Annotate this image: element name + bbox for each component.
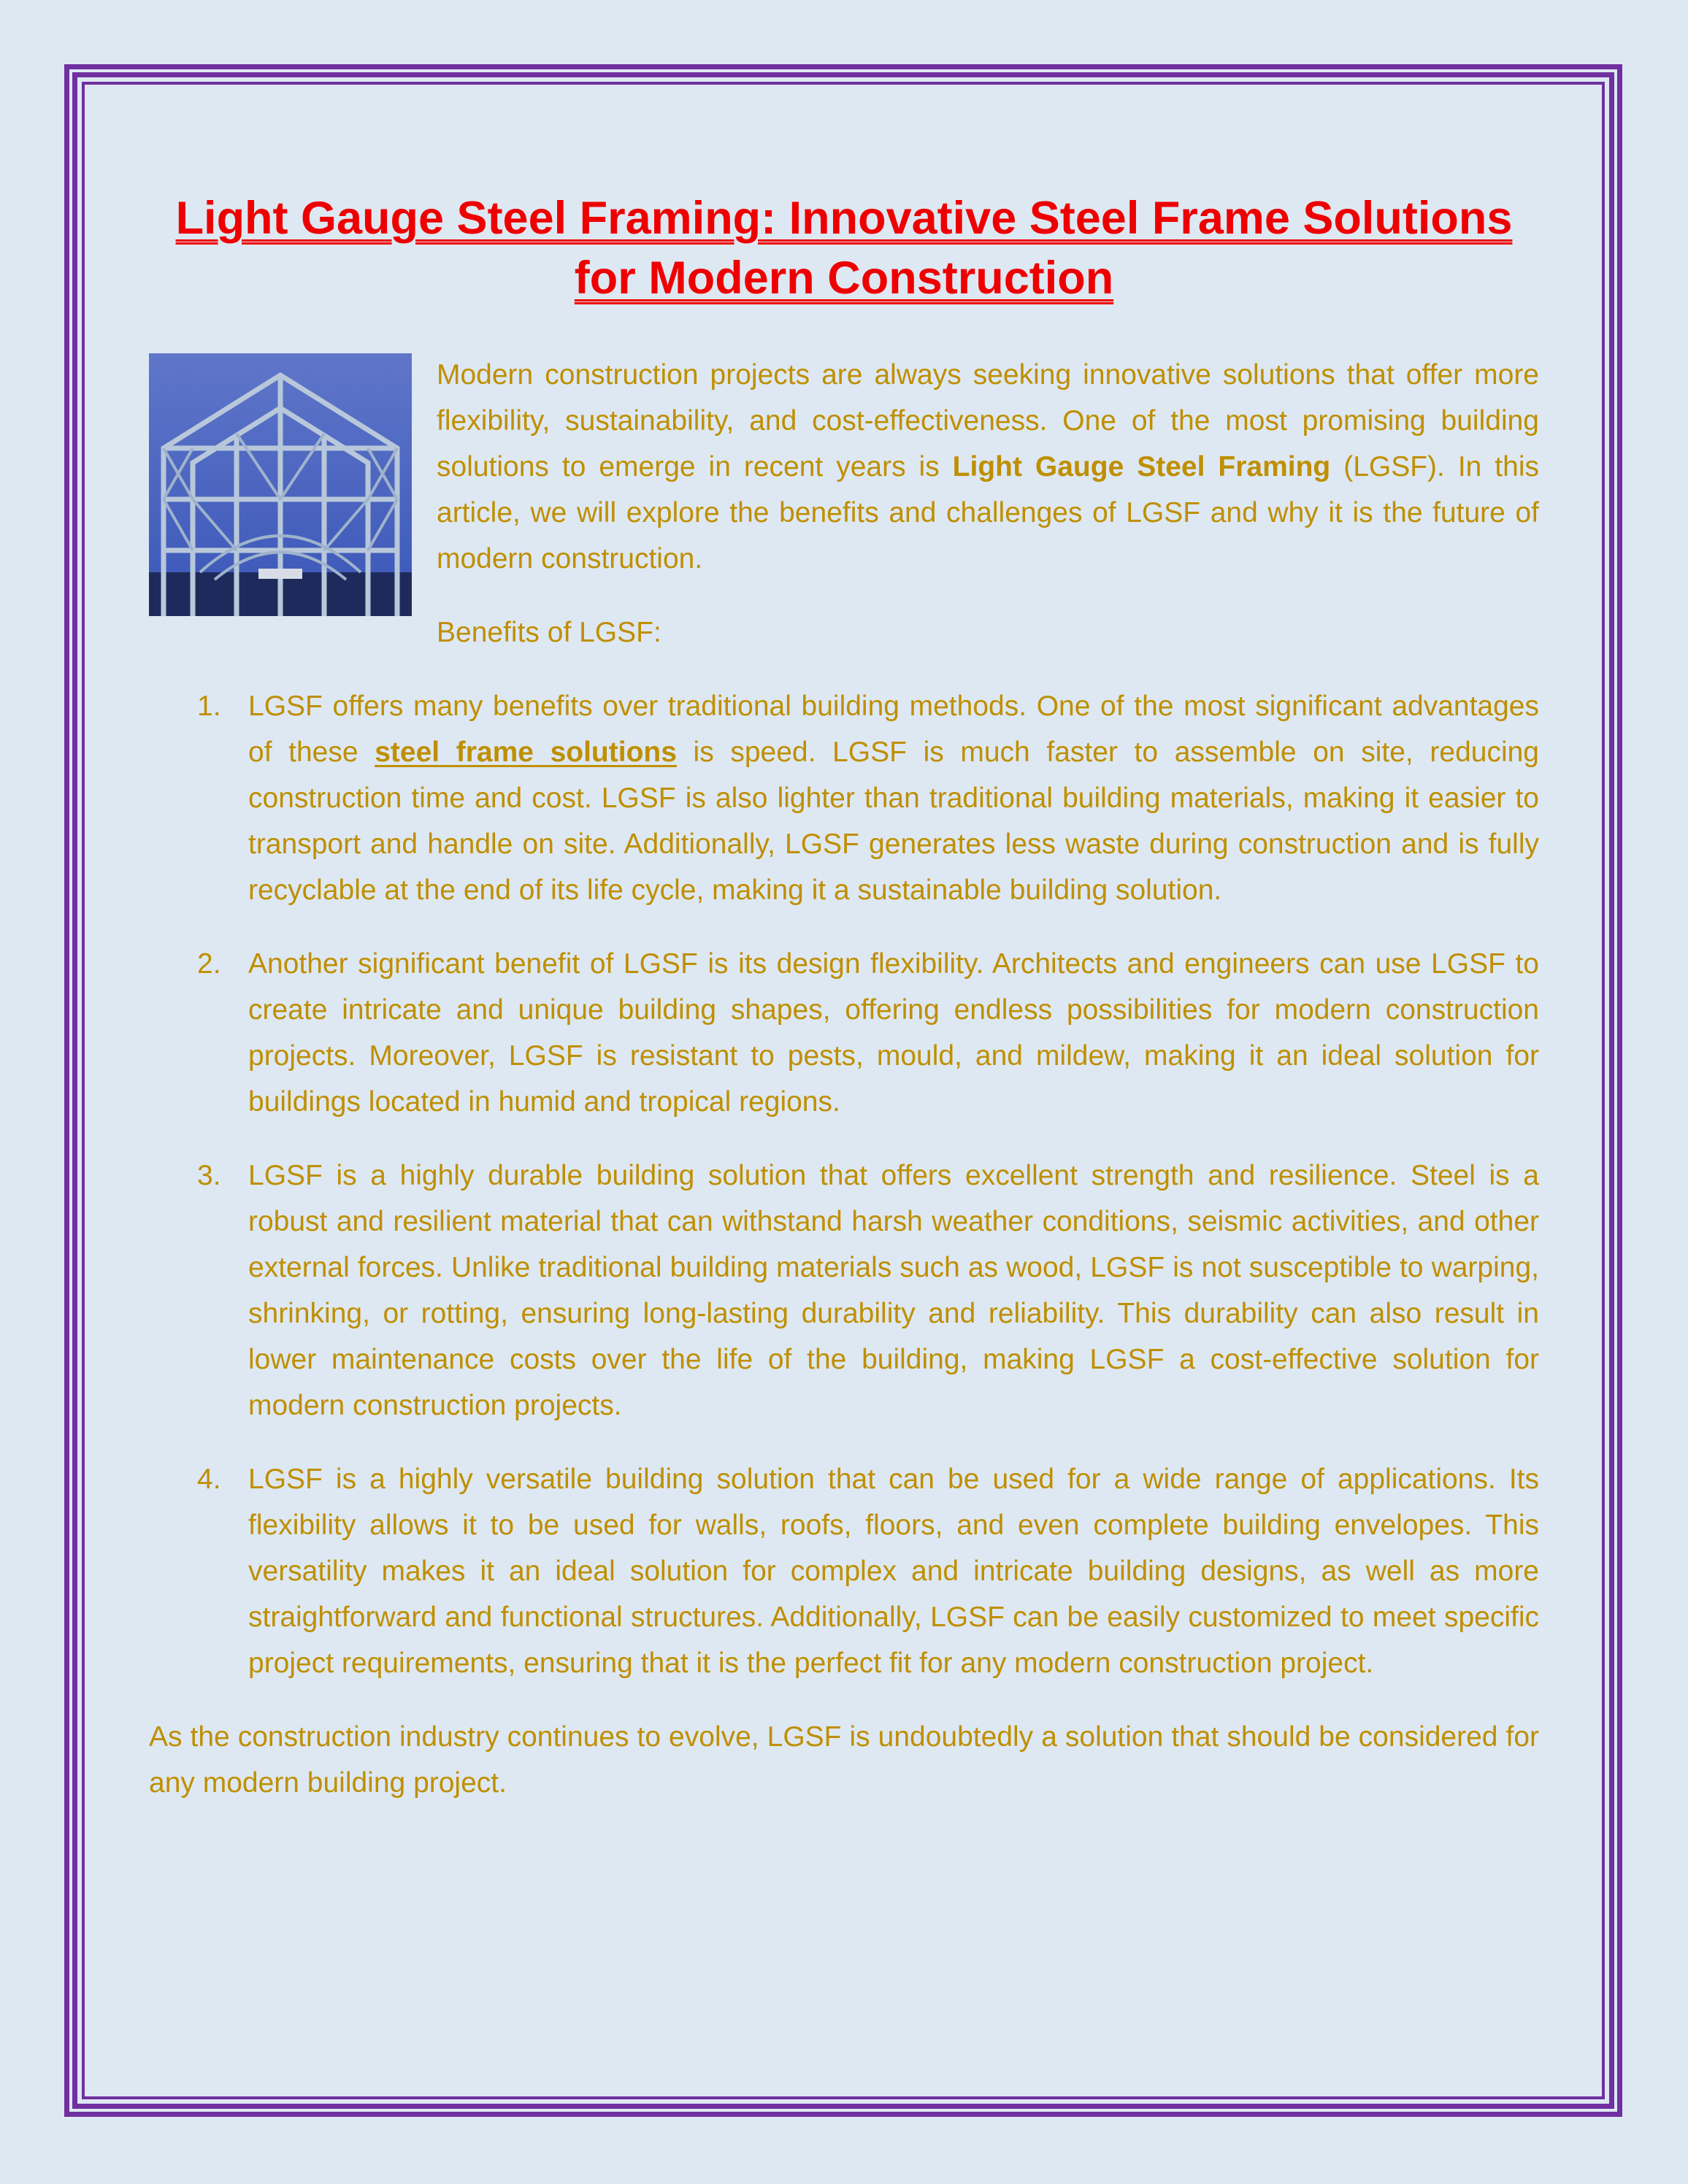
benefits-list xyxy=(149,683,1539,1686)
intro-section xyxy=(149,352,1539,655)
list-item xyxy=(197,941,1539,1125)
closing-paragraph: As the construction industry continues to evolve, LGSF is undoubtedly a solution that should be considered for any modern building project. xyxy=(149,1721,1539,1799)
list-item xyxy=(197,1456,1539,1686)
list-item-number: 1. xyxy=(197,691,221,722)
steel-frame-photo xyxy=(149,353,412,616)
list-item xyxy=(197,1153,1539,1429)
list-item-number: 4. xyxy=(197,1464,221,1495)
list-item-text: LGSF is a highly versatile building solution that can be used for a wide range of applications. Its flexibility allows it to be used for walls, roofs, floors, and even complete building envelopes. This versatility makes it an ideal solution for complex and intricate building designs, as well as more straightforward and functional structures. Additionally, LGSF can be easily customized to meet specific project requirements, ensuring that it is the perfect fit for any modern construction project. xyxy=(248,1464,1539,1679)
list-item-text: Another significant benefit of LGSF is its design flexibility. Architects and engineers can use LGSF to create intricate and unique building shapes, offering endless possibilities for modern construction projects. Moreover, LGSF is resistant to pests, mould, and mildew, making it an ideal solution for buildings located in humid and tropical regions. xyxy=(248,948,1539,1118)
intro-bold-term: Light Gauge Steel Framing xyxy=(952,451,1331,482)
intro-paragraph: Modern construction projects are always seeking innovative solutions that offer more flexibility, sustainability, and cost-effectiveness. One of the most promising building solutions to emerge in recent years is Light Gauge Steel Framing (LGSF). In this article, we will explore the benefits and challenges of LGSF and why it is the future of modern construction. xyxy=(437,359,1539,574)
document-body xyxy=(149,188,1539,1806)
list-item: 1. LGSF offers many benefits over traditional building methods. One of the most significant advantages of these steel frame solutions is speed. LGSF is much faster to assemble on site, reducing construction time and cost. LGSF is also lighter than traditional building materials, making it easier to transport and handle on site. Additionally, LGSF generates less waste during construction and is fully recyclable at the end of its life cycle, making it a sustainable building solution. xyxy=(248,683,1539,913)
list-item-number: 3. xyxy=(197,1160,221,1191)
list-item-number: 2. xyxy=(197,948,221,980)
benefits-heading: Benefits of LGSF: xyxy=(437,617,661,648)
list-item-text: LGSF is a highly durable building solution that offers excellent strength and resilience. Steel is a robust and resilient material that can withstand harsh weather conditions, seismic activities, and other external forces. Unlike traditional building materials such as wood, LGSF is not susceptible to warping, shrinking, or rotting, ensuring long-lasting durability and reliability. This durability can also result in lower maintenance costs over the life of the building, making LGSF a cost-effective solution for modern construction projects. xyxy=(248,1160,1539,1421)
steel-frame-solutions-link[interactable]: steel frame solutions xyxy=(375,737,677,768)
page-title: Light Gauge Steel Framing: Innovative Steel Frame Solutions for Modern Construction xyxy=(175,193,1513,304)
